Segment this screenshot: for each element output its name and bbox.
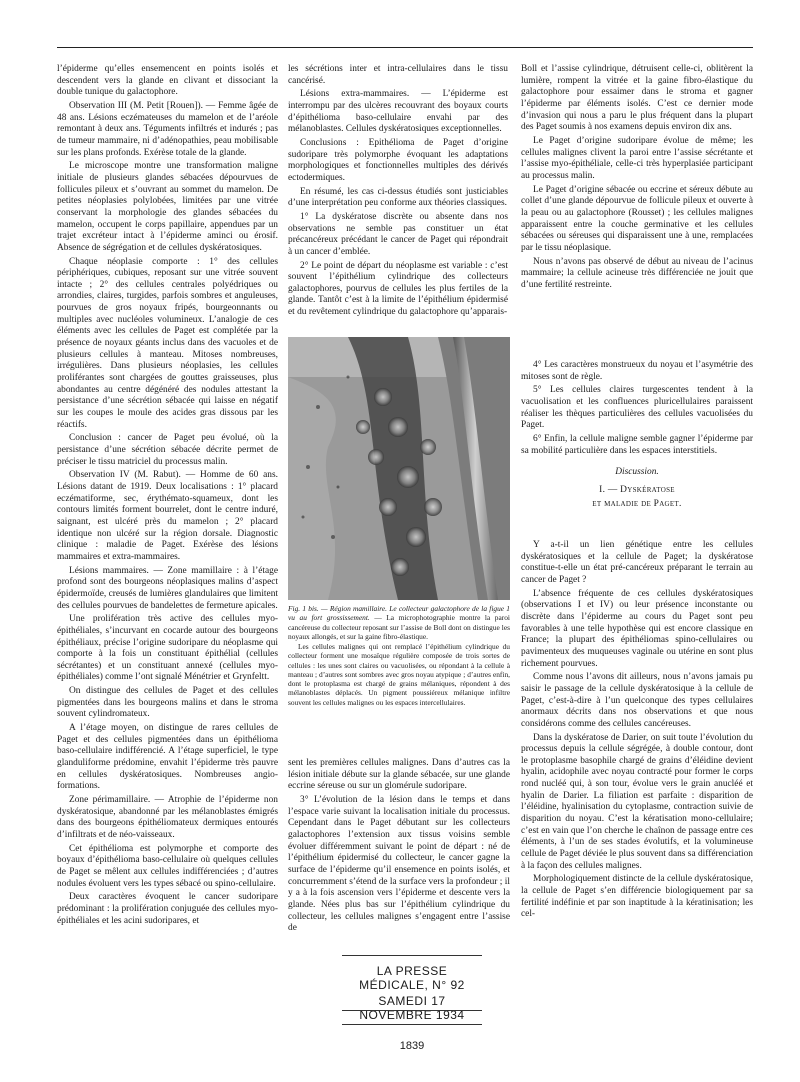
paragraph: sent les premières cellules malignes. Dans d’autres cas la lésion initiale débute sur la glande sébacée, sur une glande eccrine séreuse ou sur un glomérule sudoripare. xyxy=(288,758,510,792)
paragraph: 6° Enfin, la cellule maligne semble gagner l’épiderme par sa mobilité particulière dans les espaces interstitiels. xyxy=(521,433,753,456)
footer-rule-middle xyxy=(342,1010,482,1011)
column-3 xyxy=(521,64,753,293)
paragraph: Zone périmamillaire. — Atrophie de l’épiderme non dyskératosique, abandonné par les mélanoblastes émigrés dans des bourgeons épithéliomateux dermiques entourés d’infiltrats et de néo-vaisseaux. xyxy=(57,795,278,840)
column-3-numbered-points xyxy=(521,360,753,512)
column-1 xyxy=(57,64,278,929)
paragraph: Nous n’avons pas observé de début au niveau de l’acinus mammaire; la cellule acineuse très différenciée ne jouit que d’une fertilité restreinte. xyxy=(521,256,753,290)
top-rule xyxy=(57,47,753,48)
paragraph: 2° Le point de départ du néoplasme est variable : c’est souvent l’épithélium cylindrique des collecteurs galactophores, pourvus de cellules les plus fertiles de la glande. Tantôt c’est à la limite de l’épithélium épidermisé et du revêtement cylindrique du galactophore qu’apparais- xyxy=(288,260,508,318)
paragraph: Deux caractères évoquent le cancer sudoripare prédominant : la prolifération conjuguée des cellules myo-épithéliales et les acini sudoripares, et xyxy=(57,892,278,926)
section-subtitle: et maladie de Paget. xyxy=(592,498,682,509)
paragraph: Une prolifération très active des cellules myo-épithéliales, s’incurvant en cocarde autour des bourgeons épithéliaux, précise l’origine sudoripare du néoplasme qui comporte à la fois un constituant épithélial (cellules sécrétantes) et un constituant annexé (cellules myo-épithéliales) comme l’ont signalé Ménétrier et Grynfeltt. xyxy=(57,614,278,683)
paragraph: Chaque néoplasie comporte : 1° des cellules périphériques, cubiques, reposant sur une vitrée souvent intacte ; 2° des cellules centrales polyédriques ou arrondies, claires, turgides, parfois sombres et anguleuses, pourvues de gros noyaux fripés, bourgeonnants ou multiples avec nucléoles volumineux. L’analogie de ces éléments avec les cellules de Paget est complétée par la présence de noyaux géants inclus dans des vacuoles et de plusieurs cellules à manteau. Mitoses nombreuses, irrégulières. Dans plusieurs néoplasies, les cellules proliférantes sont chargées de gouttes graisseuses, plus abondantes au centre dégénéré des nodules attestant la persistance d’une sécrétion sébacée qui laisse en négatif sur les coupes le moule des acides gras dissous par les réactifs. xyxy=(57,256,278,430)
caption-text: — La microphotographie montre la paroi cancéreuse du collecteur reposant sur l’assise de Boll dont on distingue les noyaux allongés, et sur la gaine fibro-élastique. xyxy=(288,613,510,641)
micrograph-figure xyxy=(288,337,510,600)
paragraph: les sécrétions inter et intra-cellulaires dans le tissu cancérisé. xyxy=(288,64,508,86)
figure-caption xyxy=(288,604,510,708)
footer-rule-bottom xyxy=(342,1024,482,1025)
caption-text-2: Les cellules malignes qui ont remplacé l’épithélium cylindrique du collecteur forment une mosaïque régulière composée de trois sortes de cellules : les unes sont claires ou vacuolisées, ou répondant à la cellule à manteau ; d’autres sont sombres avec gros noyau atypique ; d’autres enfin, dont le protoplasma est chargé de grains mélaniques, répondent à des mélanoblastes déplacés. Un pigment poussiéreux mélanique infiltre souvent les cellules malignes ou les espaces intercellulaires. xyxy=(288,642,510,707)
paragraph: Cet épithélioma est polymorphe et comporte des boyaux d’épithélioma baso-cellulaire où quelques cellules de Paget se mêlent aux cellules indifférenciées ; d’autres nodules évoluent vers les types sébacé ou spino-cellulaire. xyxy=(57,843,278,889)
page-footer xyxy=(342,960,482,1070)
paragraph: 5° Les cellules claires turgescentes tendent à la vacuolisation et les confluences pluricellulaires paraissent réaliser les thèques particulières des cellules vacuolisées du Paget. xyxy=(521,385,753,431)
column-2 xyxy=(288,64,508,321)
paragraph: 1° La dyskératose discrète ou absente dans nos observations ne semble pas constituer un état précancéreux précédant le cancer de Paget qui répondrait à un cancer d’emblée. xyxy=(288,211,508,257)
paragraph: 4° Les caractères monstrueux du noyau et l’asymétrie des mitoses sont de règle. xyxy=(521,360,753,382)
paragraph: En résumé, les cas ci-dessus étudiés sont justiciables d’une interprétation peu conforme aux théories classiques. xyxy=(288,186,508,209)
paragraph: On distingue des cellules de Paget et des cellules pigmentées dans les bourgeons malins et dans le stroma souvent cylindromateux. xyxy=(57,686,278,720)
paragraph: Lésions mammaires. — Zone mamillaire : à l’étage profond sont des bourgeons néoplasiques malins d’aspect épidermoïde, creusés de lumières glandulaires que limitent des cellules pourvues de bandelettes de fermeture apicales. xyxy=(57,565,278,611)
issue-date: SAMEDI 17 NOVEMBRE 1934 xyxy=(359,994,465,1022)
column-2-continued xyxy=(288,758,510,937)
paragraph: Conclusions : Epithélioma de Paget d’origine sudoripare très polymorphe évoquant les adaptations morphologiques et fonctionnelles multiples des dérivés ectodermiques. xyxy=(288,137,508,183)
observation-3-heading: Observation III (M. Petit [Rouen]). — Femme âgée de 48 ans. Lésions eczémateuses du mamelon et de l’aréole remontant à deux ans. Téguments infiltrés et indurés ; pas de tumeur mammaire, ni d’adénopathies, peau mobilisable sur les plans profonds. Exérèse totale de la glande. xyxy=(57,100,278,158)
paragraph: Morphologiquement distincte de la cellule dyskératosique, la cellule de Paget s’en différencie biologiquement par sa fertilité indéfinie et par son inaptitude à la kératinisation; les cel- xyxy=(521,874,753,920)
footer-rule-top xyxy=(342,955,482,956)
paragraph: L’absence fréquente de ces cellules dyskératosiques (observations I et IV) ou leur présence inconstante ou discrète dans l’épiderme au cours du Paget sont peu favorables à une telle hypothèse qui est encore classique en France; la plupart des épithéliomas spino-cellulaires ou pavimenteux des muqueuses vaginale ou utérine en sont plus richement pourvues. xyxy=(521,588,753,669)
discussion-title: Discussion. xyxy=(615,467,659,478)
paragraph: Y a-t-il un lien génétique entre les cellules dyskératosiques et la cellule de Paget; la dyskératose constitue-t-elle un état pré-cancéreux préparant le terrain au cancer de Paget ? xyxy=(521,540,753,585)
column-3-discussion xyxy=(521,540,753,923)
paragraph: Conclusion : cancer de Paget peu évolué, où la persistance d’une sécrétion sébacée décrite permet de préciser le tissu matriciel du processus malin. xyxy=(57,433,278,467)
section-title: I. — Dyskératose xyxy=(599,484,675,495)
paragraph: Le microscope montre une transformation maligne initiale de plusieurs glandes sébacées dépourvues de follicules pileux et s’ouvrant au sommet du mamelon. De petites néoplasies polylobées, limitées par une vitrée conservant la morphologie des glandes sébacées du mamelon, occupent le corps papillaire, appendues par un trajet excréteur intact à l’épiderme aminci ou érosif. Absence de ségrégation et de cellules dyskératosiques. xyxy=(57,161,278,253)
caption-figure-label: Fig. 1 bis. — Région mamillaire. Le collecteur galactophore de la figue 1 vu au fort grossissement. xyxy=(288,604,510,623)
micrograph-image xyxy=(288,337,510,600)
paragraph: Dans la dyskératose de Darier, on suit toute l’évolution du processus depuis la cellule ségrégée, à double contour, dont le protoplasme basophile chargé de grains d’éléidine devient hyalin, acidophile avec noyau contracté pour former le corps rond nucléé qui, à son tour, évolue vers le grain anucléé et hyalin de Darier. La filiation est parfaite : disparition de l’éléidine, hyalinisation du cytoplasme, contraction suivie de disparition du noyau. C’est la kératisation mono-cellulaire; c’est en vain que l’on cherche le chaînon de passage entre ces éléments, à l’un de ses stades évolutifs, et la volumineuse cellule de Paget déviée le plus souvent dans sa différenciation à la façon des cellules malignes. xyxy=(521,732,753,871)
paragraph: l’épiderme qu’elles ensemencent en points isolés et descendent vers la glande en clivant et dissociant la double tunique du galactophore. xyxy=(57,64,278,98)
paragraph: Lésions extra-mammaires. — L’épiderme est interrompu par des ulcères recouvrant des boyaux courts d’épithélioma baso-cellulaire envahi par des mélanoblastes. Cellules dyskératosiques exceptionnelles. xyxy=(288,89,508,135)
paragraph: Le Paget d’origine sébacée ou eccrine et séreux débute au collet d’une glande dépourvue de follicule pileux et ouverte à la peau ou au galactophore (Rousset) ; les cellules malignes apparaissent entre la couche germinative et les cellules sébacées ou séreuses qui disparaissent une à une, remplacées par le tissu néoplasique. xyxy=(521,184,753,253)
paragraph: A l’étage moyen, on distingue de rares cellules de Paget et des cellules pigmentées dans un épithélioma baso-cellulaire indifférencié. A l’étage superficiel, le type glanduliforme prédomine, envahit l’épiderme très pauvre en cellules dyskératosiques. Nombreuses angio-formations. xyxy=(57,723,278,792)
journal-name: LA PRESSE MÉDICALE, N° 92 xyxy=(359,964,465,992)
paragraph: 3° L’évolution de la lésion dans le temps et dans l’espace varie suivant la localisation initiale du processus. Cependant dans le Paget débutant sur les collecteurs galactophores l’extension aux tissus voisins semble évoluer différemment suivant le point de départ : né de l’épithélium épidermisé du collecteur, le cancer gagne la surface de l’épiderme qu’il ensemence en points isolés, et concurremment s’étend de la surface vers la profondeur ; il y a à la fois ascension vers l’épiderme et descente vers la glande. Nées plus bas sur l’épithélium cylindrique du collecteur, les cellules malignes s’engagent entre l’assise de xyxy=(288,794,510,934)
observation-4-heading: Observation IV (M. Rabut). — Homme de 60 ans. Lésions datant de 1919. Deux localisations : 1° placard eczématiforme, sec, érythémato-squameux, dont les contours limités forment bourrelet, dont le centre induré, saignant, est ulcéré près du mamelon ; 2° placard identique non ulcéré sur la région dorsale. Diagnostic clinique : maladie de Paget. Exérèse des lésions mammaires et extra-mammaires. xyxy=(57,470,278,562)
page-number: 1839 xyxy=(399,1040,425,1052)
paragraph: Boll et l’assise cylindrique, détruisent celle-ci, oblitèrent la lumière, rompent la vitrée et la gaine fibro-élastique du galactophore pour essaimer dans le stroma et gagner l’épiderme par éléments isolés. C’est ce dernier mode d’invasion qui nous a paru le plus fréquent dans la plupart des Paget soumis à nos examens depuis environ dix ans. xyxy=(521,64,753,133)
paragraph: Le Paget d’origine sudoripare évolue de même; les cellules malignes clivent la paroi entre l’assise sécrétante et l’assise myo-épithéliale, celle-ci très hyperplasiée participant au processus malin. xyxy=(521,135,753,181)
paragraph: Comme nous l’avons dit ailleurs, nous n’avons jamais pu saisir le passage de la cellule dyskératosique à la cellule de Paget, c’est-à-dire à l’un quelconque des types cellulaires anormaux décrits dans nos observations et que nous considérons comme des cellules cancéreuses. xyxy=(521,672,753,729)
